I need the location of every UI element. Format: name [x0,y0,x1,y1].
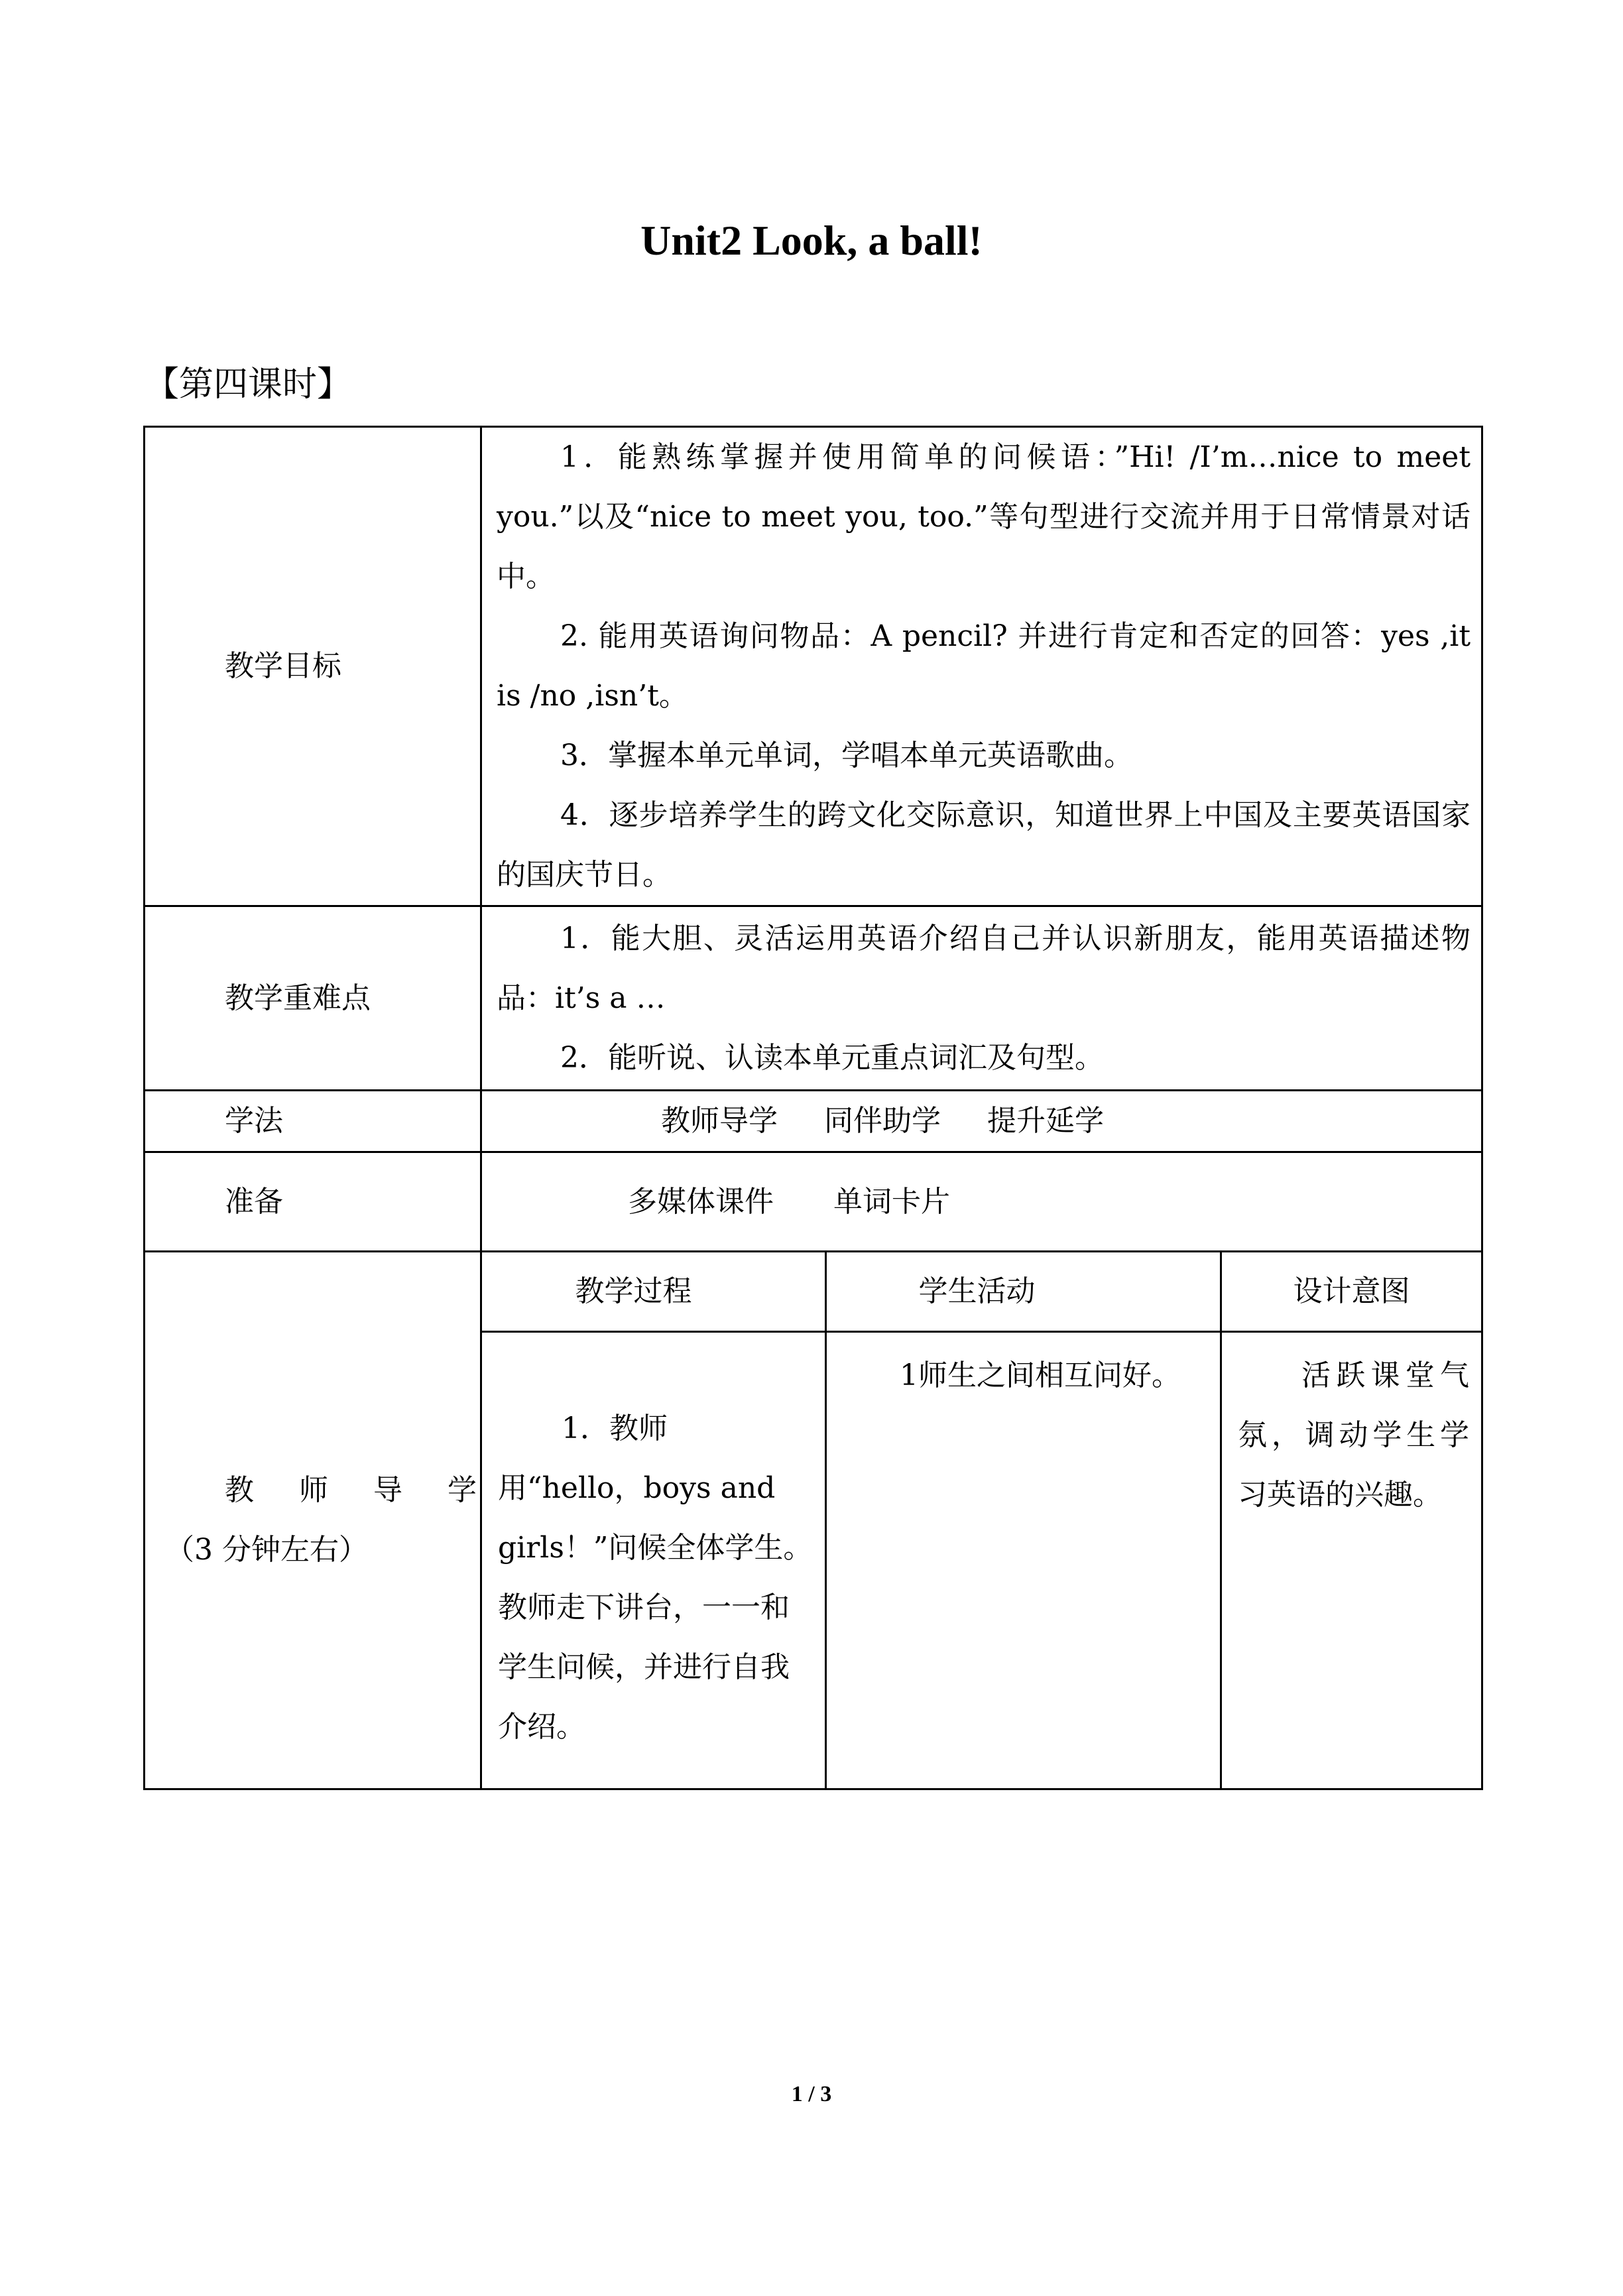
header-teaching-process: 教学过程 [481,1252,826,1332]
lesson-heading: 【第四课时】 [145,365,352,404]
objective-item: 4．逐步培养学生的跨文化交际意识，知道世界上中国及主要英语国家的国庆节日。 [497,798,1471,892]
method-label: 学法 [145,1091,481,1152]
method-value: 同伴助学 [824,1104,941,1138]
objectives-row [145,427,1482,906]
method-value: 教师导学 [661,1104,778,1138]
student-activity-cell [826,1332,1221,1789]
key-points-content [481,906,1482,1091]
stage-time: （3 分钟左右） [165,1533,368,1567]
page-number: 1 / 3 [791,2082,832,2106]
design-intent: 活跃课堂气氛，调动学生学习英语的兴趣。 [1238,1359,1470,1512]
stage-label: 教 师 导 学 [225,1473,477,1507]
objective-item: 2. 能用英语询问物品：A pencil? 并进行肯定和否定的回答：yes ,it is /no ,isn’t。 [497,619,1471,713]
header-student-activity: 学生活动 [826,1252,1221,1332]
method-content [481,1091,1482,1152]
key-points-row [145,906,1482,1091]
header-design-intent: 设计意图 [1221,1252,1482,1332]
method-row [145,1091,1482,1152]
objective-item: 3．掌握本单元单词，学唱本单元英语歌曲。 [560,739,1133,772]
design-intent-cell [1221,1332,1482,1789]
student-activity: 1师生之间相互问好。 [900,1359,1181,1392]
method-value: 提升延学 [987,1104,1104,1138]
lesson-plan-table [143,426,1483,1790]
preparation-value: 多媒体课件 [628,1184,774,1219]
teacher-step-cell [481,1332,826,1789]
key-point-item: 1．能大胆、灵活运用英语介绍自己并认识新朋友，能用英语描述物品：it’s a … [497,921,1471,1015]
key-point-item: 2．能听说、认读本单元重点词汇及句型。 [560,1040,1104,1075]
preparation-value: 单词卡片 [833,1184,950,1219]
objective-item: 1．能熟练掌握并使用简单的问候语：”Hi! /I’m…nice to meet you.”以及“nice to meet you, too.”等句型进行交流并用于日常情景对话中。 [497,440,1471,593]
preparation-content [481,1152,1482,1252]
key-points-label: 教学重难点 [145,906,481,1091]
teacher-step: 1．教师用“hello，boys and girls！”问候全体学生。教师走下讲台，一一和学生问候，并进行自我介绍。 [498,1412,813,1744]
preparation-label: 准备 [145,1152,481,1252]
objectives-label: 教学目标 [145,427,481,906]
stage-label-cell [145,1252,481,1789]
process-header-row [145,1252,1482,1332]
document-title: Unit2 Look, a ball! [640,217,983,264]
objectives-content [481,427,1482,906]
preparation-row [145,1152,1482,1252]
